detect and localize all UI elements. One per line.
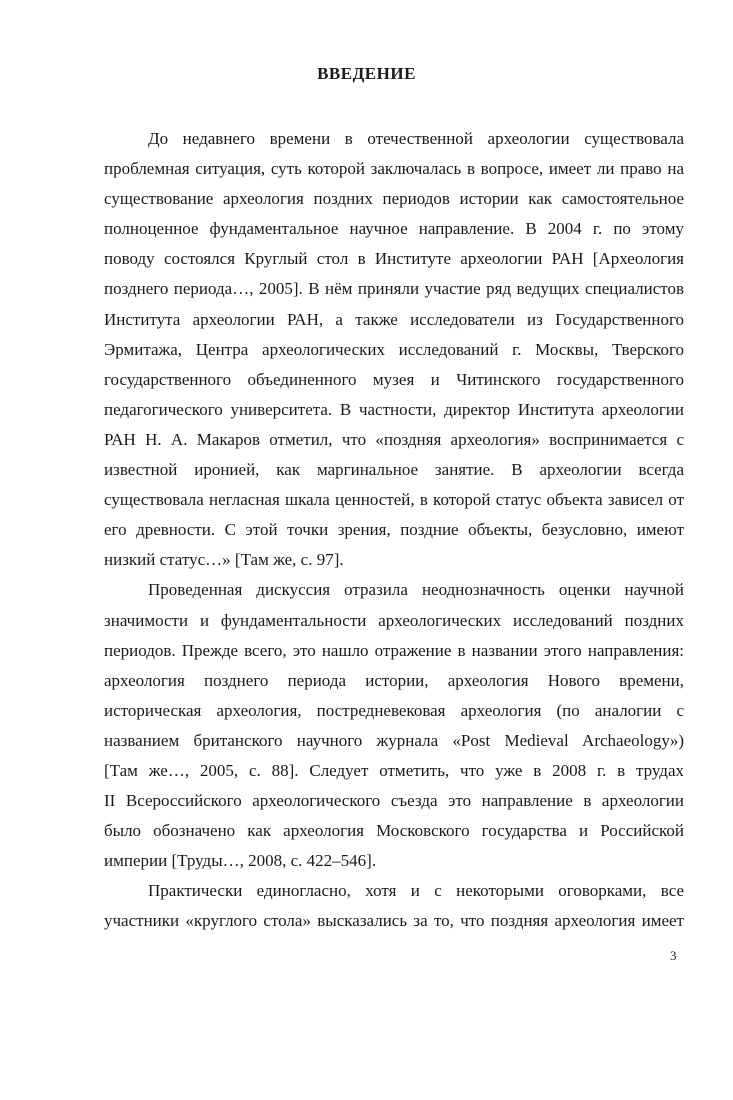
text-line: было обозначено как археология Московского государства и Российской — [104, 821, 684, 841]
text-line: значимости и фундаментальности археологических исследований поздних — [104, 610, 684, 630]
text-line: государственного объединенного музея и Читинского государственного — [104, 369, 684, 389]
text-line: существовала негласная шкала ценностей, в которой статус объекта зависел от — [104, 490, 684, 510]
text-line: империи [Труды…, 2008, с. 422–546]. — [104, 851, 377, 871]
text-line: II Всероссийского археологического съезда это направление в археологии — [104, 791, 684, 811]
text-line: названием британского научного журнала «Post Medieval Archaeology») — [104, 730, 684, 750]
text-line: участники «круглого стола» высказались за то, что поздняя археология имеет — [104, 911, 684, 931]
text-line: Эрмитажа, Центра археологических исследований г. Москвы, Тверского — [104, 339, 684, 359]
page-number: 3 — [670, 948, 677, 963]
paragraph-2 — [104, 575, 684, 876]
text-line: Проведенная дискуссия отразила неоднозначность оценки научной — [148, 580, 684, 600]
text-line: полноценное фундаментальное научное направление. В 2004 г. по этому — [104, 219, 684, 239]
text-line: педагогического университета. В частности, директор Института археологии — [104, 399, 684, 419]
text-line: периодов. Прежде всего, это нашло отражение в названии этого направления: — [104, 640, 684, 660]
text-line: Института археологии РАН, а также исследователи из Государственного — [104, 309, 684, 329]
text-line: позднего периода…, 2005]. В нём приняли участие ряд ведущих специалистов — [104, 279, 684, 299]
text-line: проблемная ситуация, суть которой заключалась в вопросе, имеет ли право на — [104, 159, 684, 179]
paragraph-1 — [104, 124, 684, 575]
paragraph-3 — [104, 876, 684, 936]
body-text — [104, 124, 684, 937]
section-heading: ВВЕДЕНИЕ — [317, 64, 416, 83]
text-line: [Там же…, 2005, с. 88]. Следует отметить, что уже в 2008 г. в трудах — [104, 760, 684, 780]
text-line: РАН Н. А. Макаров отметил, что «поздняя археология» воспринимается с — [104, 429, 684, 449]
text-line: До недавнего времени в отечественной археологии существовала — [148, 129, 684, 148]
text-line: существование археология поздних периодов истории как самостоятельное — [104, 189, 684, 209]
text-line: его древности. С этой точки зрения, поздние объекты, безусловно, имеют — [104, 520, 684, 540]
text-line: историческая археология, постредневековая археология (по аналогии с — [104, 700, 684, 720]
text-line: археология позднего периода истории, археология Нового времени, — [104, 670, 684, 690]
text-line: Практически единогласно, хотя и с некоторыми оговорками, все — [148, 881, 684, 901]
text-line: поводу состоялся Круглый стол в Институте археологии РАН [Археология — [104, 249, 684, 269]
text-line: известной иронией, как маргинальное занятие. В археологии всегда — [104, 460, 684, 480]
text-line: низкий статус…» [Там же, с. 97]. — [104, 550, 344, 570]
